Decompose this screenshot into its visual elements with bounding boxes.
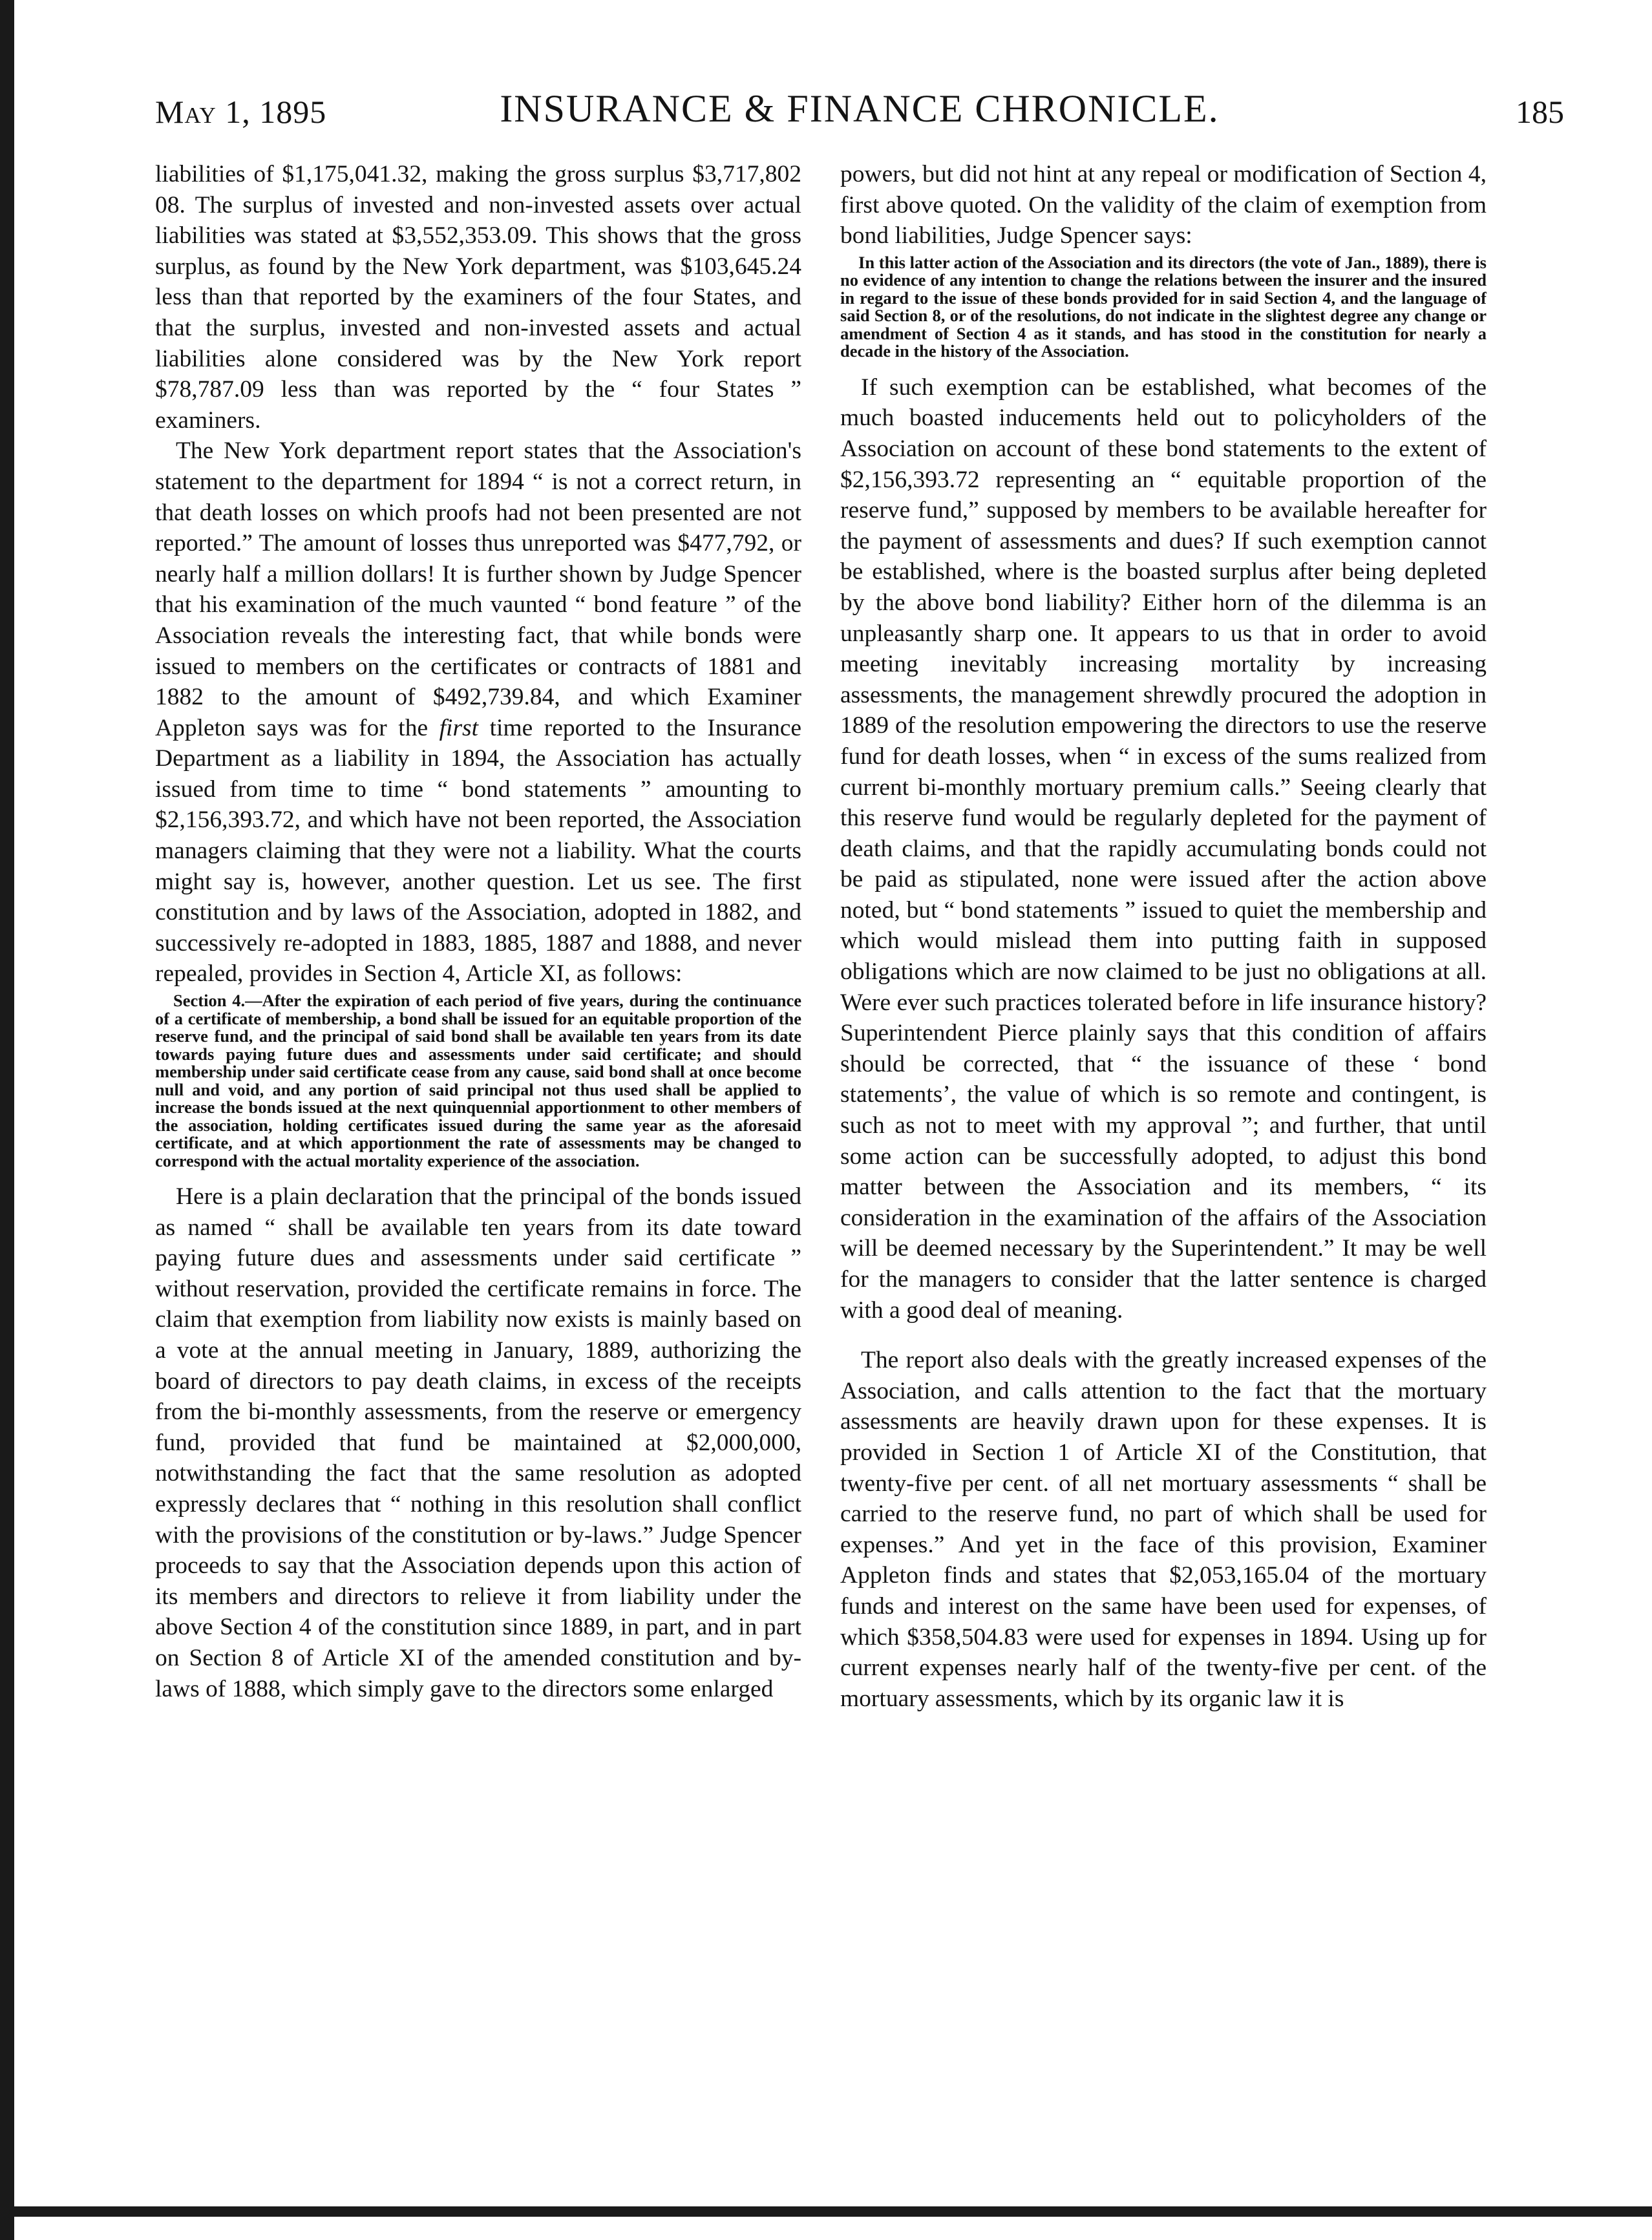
- left-constitution-quote: Section 4.—After the expiration of each period of five years, during the continuance of a certificate of membership, a bond shall be issued for an equitable proportion of the reserve fund, and the principal of said bond shall be available ten years from its date towards paying future dues and assessments under said certificate; and should membership under said certificate cease from any cause, said bond shall at once become null and void, and any portion of said principal not thus used shall be applied to increase the bonds issued at the next quinquennial apportionment to other members of the association, holding certificates issued during the same year as the aforesaid certificate, and at which apportionment the rate of assessments may be changed to correspond with the actual mortality experience of the association.: [155, 991, 801, 1170]
- bottom-rule: [0, 2206, 1652, 2217]
- left-paragraph-2-emphasis: first: [439, 714, 479, 741]
- issue-date: May 1, 1895: [155, 94, 327, 130]
- right-paragraph-3: The report also deals with the greatly increased expenses of the Association, and calls attention to the fact that the mortuary assessments are heavily drawn upon for these expenses. It is provided in Section 1 of Article XI of the Constitution, that twenty-five per cent. of all net mortuary assessments “ shall be carried to the reserve fund, no part of which shall be used for expenses.” And yet in the face of this provision, Examiner Appleton finds and states that $2,053,165.04 of the mortuary funds and interest on the same have been used for expenses, of which $358,504.83 were used for expenses in 1894. Using up for current expenses nearly half of the twenty-five per cent. of the mortuary assessments, which by its organic law it is: [840, 1347, 1487, 1712]
- left-column: [155, 159, 801, 2195]
- page-spine-edge: [0, 0, 14, 2240]
- left-paragraph-1: liabilities of $1,175,041.32, making the gross surplus $3,717,802 08. The surplus of invested and non-invested assets over actual liabilities was stated at $3,552,353.09. This shows that the gross surplus, as found by the New York department, was $103,645.24 less than that reported by the examiners of the four States, and that the surplus, invested and non-invested assets and actual liabilities alone considered was by the New York report $78,787.09 less than was reported by the “ four States ” examiners.: [155, 161, 801, 434]
- right-paragraph-2: If such exemption can be established, what becomes of the much boasted inducements held out to policyholders of the Association on account of these bond statements to the extent of $2,156,393.72 representing an “ equitable proportion of the reserve fund,” supposed by members to be available hereafter for the payment of assessments and dues? If such exemption cannot be established, where is the boasted surplus after being depleted by the above bond liability? Either horn of the dilemma is an unpleasantly sharp one. It appears to us that in order to avoid meeting inevitably increasing mortality by increasing assessments, the management shrewdly procured the adoption in 1889 of the resolution empowering the directors to use the reserve fund for death losses, when “ in excess of the sums realized from current bi-monthly mortuary premium calls.” Seeing clearly that this reserve fund would be regularly depleted for the payment of death claims, and that the rapidly accumulating bonds could not be paid as stipulated, none were issued after the action above noted, but “ bond statements ” issued to quiet the membership and which would mislead them into putting faith in supposed obligations which are now claimed to be just no obligations at all. Were ever such practices tolerated before in life insurance history? Superintendent Pierce plainly says that this condition of affairs should be corrected, that “ the issuance of these ‘ bond statements’, the value of which is so remote and contingent, is such as not to meet with my approval ”; and further, that until some action can be successfully adopted, to adjust this bond matter between the Association and its members, “ its consideration in the examination of the affairs of the Association will be deemed necessary by the Superintendent.” It may be well for the managers to consider that the latter sentence is charged with a good deal of meaning.: [840, 374, 1487, 1324]
- right-paragraph-1: powers, but did not hint at any repeal or modification of Section 4, first above quoted. On the validity of the claim of exemption from bond liabilities, Judge Spencer says:: [840, 161, 1487, 249]
- right-judge-quote: In this latter action of the Association and its directors (the vote of Jan., 1889), there is no evidence of any intention to change the relations between the insurer and the insured in regard to the issue of these bonds provided for in said Section 4, and the language of said Section 8, or of the resolutions, do not indicate in the slightest degree any change or amendment of Section 4 as it stands, and has stood in the constitution for nearly a decade in the history of the Association.: [840, 252, 1487, 361]
- publication-title: INSURANCE & FINANCE CHRONICLE.: [500, 87, 1220, 130]
- right-column: [840, 159, 1487, 2195]
- page-number: 185: [1516, 94, 1564, 130]
- left-paragraph-2-part-b: time reported to the Insurance Department as a liability in 1894, the Association has actually issued from time to time “ bond statements ” amounting to $2,156,393.72, and which have not been reported, the Association managers claiming that they were not a liability. What the courts might say is, however, another question. Let us see. The first constitution and by laws of the Association, adopted in 1882, and successively re-adopted in 1883, 1885, 1887 and 1888, and never repealed, provides in Section 4, Article XI, as follows:: [155, 714, 801, 988]
- left-paragraph-2-part-a: The New York department report states that the Association's statement to the department for 1894 “ is not a correct return, in that death losses on which proofs had not been presented are not reported.” The amount of losses thus unreported was $477,792, or nearly half a million dollars! It is further shown by Judge Spencer that his examination of the much vaunted “ bond feature ” of the Association reveals the interesting fact, that while bonds were issued to members on the certificates or contracts of 1881 and 1882 to the amount of $492,739.84, and which Examiner Appleton says was for the: [155, 438, 801, 741]
- left-paragraph-3: Here is a plain declaration that the principal of the bonds issued as named “ shall be available ten years from its date toward paying future dues and assessments under said certificate ” without reservation, provided the certificate remains in force. The claim that exemption from liability now exists is mainly based on a vote at the annual meeting in January, 1889, authorizing the board of directors to pay death claims, in excess of the receipts from the bi-monthly assessments, from the reserve or emergency fund, provided that fund be maintained at $2,000,000, notwithstanding the fact that the same resolution as adopted expressly declares that “ nothing in this resolution shall conflict with the provisions of the constitution or by-laws.” Judge Spencer proceeds to say that the Association depends upon this action of its members and directors to relieve it from liability under the above Section 4 of the constitution since 1889, in part, and in part on Section 8 of Article XI of the amended constitution and by-laws of 1888, which simply gave to the directors some enlarged: [155, 1183, 801, 1702]
- left-paragraph-2: [155, 436, 801, 989]
- page-header: [155, 83, 1564, 141]
